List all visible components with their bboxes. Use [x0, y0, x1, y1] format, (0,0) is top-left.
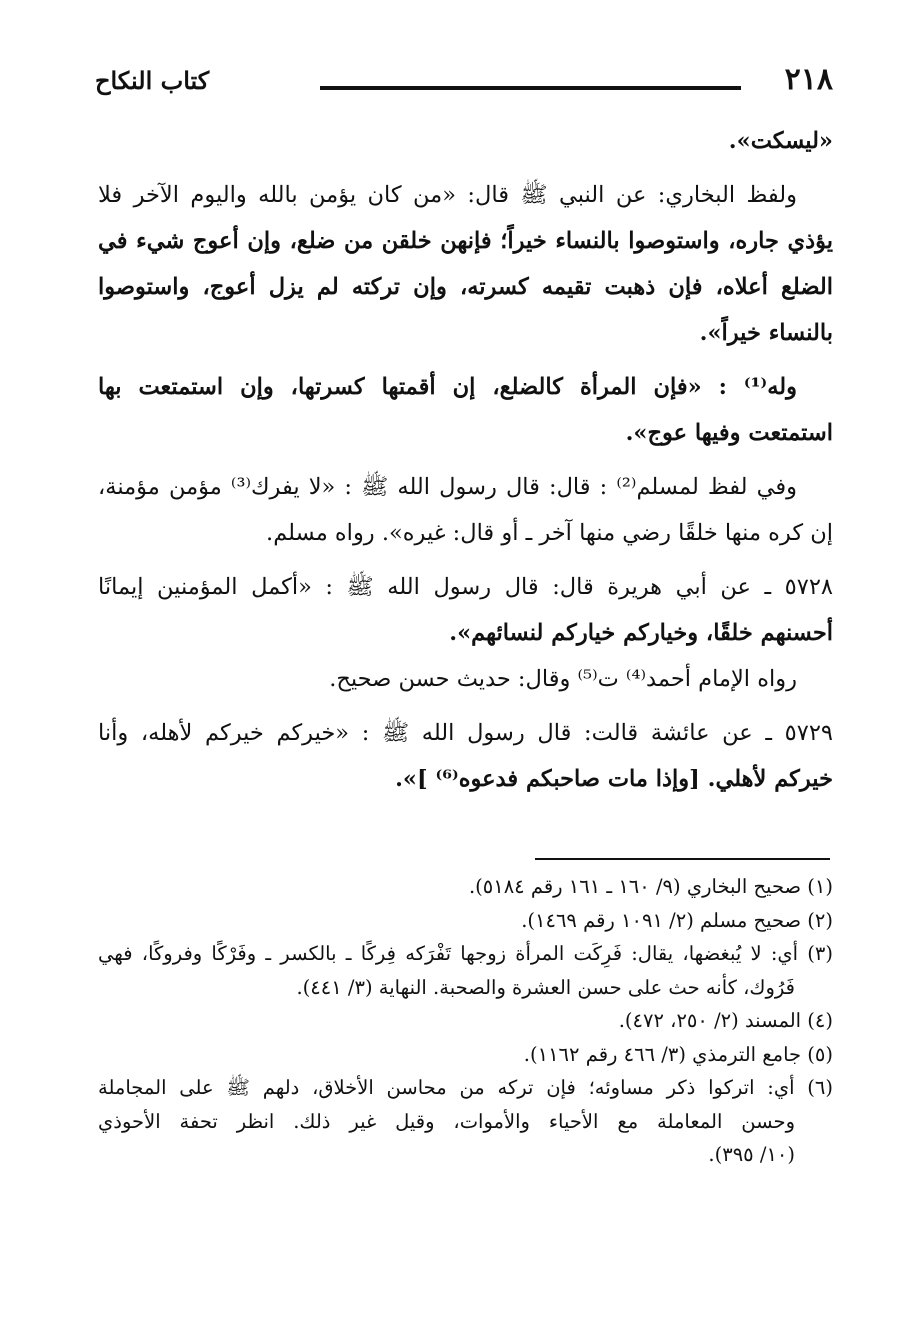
- header-rule: [320, 86, 741, 90]
- text-line: إن كره منها خلقًا رضي منها آخر ـ أو قال: غيره». رواه مسلم.: [266, 520, 833, 546]
- footnote-6-cont: (١٠/ ٣٩٥).: [708, 1143, 795, 1166]
- text-line: الضلع أعلاه، فإن ذهبت تقيمه كسرته، وإن تركته لم يزل أعوج، واستوصوا: [98, 274, 833, 300]
- footnote-5: (٥) جامع الترمذي (٣/ ٤٦٦ رقم ١١٦٢).: [523, 1042, 833, 1066]
- text-line: استمتعت وفيها عوج».: [625, 420, 833, 446]
- text-line: «ليسكت».: [728, 128, 833, 154]
- footnote-4: (٤) المسند (٢/ ٢٥٠، ٤٧٢).: [618, 1009, 833, 1032]
- page-number: ٢١٨: [784, 62, 833, 97]
- page-header: [95, 60, 833, 110]
- footnote-1: (١) صحيح البخاري (٩/ ١٦٠ ـ ١٦١ رقم ٥١٨٤).: [468, 875, 833, 898]
- footnote-6-cont: وحسن المعاملة مع الأحياء والأموات، وقيل غير ذلك. انظر تحفة الأحوذي: [98, 1109, 795, 1133]
- body-text: [98, 118, 833, 802]
- footnote-3-cont: فَرُوك، كأنه حث على حسن العشرة والصحبة. النهاية (٣/ ٤٤١).: [296, 975, 795, 999]
- footnote-separator: [535, 858, 830, 860]
- book-title: كتاب النكاح: [95, 66, 210, 95]
- hadith-5728: ٥٧٢٨ ـ عن أبي هريرة قال: قال رسول الله ﷺ : «أكمل المؤمنين إيمانًا: [98, 574, 833, 600]
- text-line: بالنساء خيراً».: [699, 320, 833, 346]
- text-line: ولفظ البخاري: عن النبي ﷺ قال: «من كان يؤمن بالله واليوم الآخر فلا: [98, 182, 797, 208]
- text-line: أحسنهم خلقًا، وخياركم خياركم لنسائهم».: [449, 620, 833, 646]
- text-line: خيركم لأهلي. [وإذا مات صاحبكم فدعوه⁽⁶⁾ ]».: [395, 766, 833, 792]
- text-line: رواه الإمام أحمد⁽⁴⁾ ت⁽⁵⁾ وقال: حديث حسن صحيح.: [329, 666, 797, 692]
- hadith-5729: ٥٧٢٩ ـ عن عائشة قالت: قال رسول الله ﷺ : «خيركم خيركم لأهله، وأنا: [98, 720, 833, 746]
- footnote-2: (٢) صحيح مسلم (٢/ ١٠٩١ رقم ١٤٦٩).: [521, 908, 833, 932]
- text-line: يؤذي جاره، واستوصوا بالنساء خيراً؛ فإنهن خلقن من ضلع، وإن أعوج شيء في: [98, 228, 833, 254]
- text-line: وفي لفظ لمسلم⁽²⁾ : قال: قال رسول الله ﷺ : «لا يفرك⁽³⁾ مؤمن مؤمنة،: [98, 474, 797, 500]
- footnote-6: (٦) أي: اتركوا ذكر مساوئه؛ فإن تركه من محاسن الأخلاق، دلهم ﷺ على المجاملة: [98, 1076, 833, 1099]
- footnotes: [98, 870, 833, 1172]
- footnote-3: (٣) أي: لا يُبغضها، يقال: فَرِكَت المرأة زوجها تَفْرَكه فِركًا ـ بالكسر ـ وفَرْكًا وفروكًا، فهي: [98, 942, 833, 965]
- text-line: وله⁽¹⁾ : «فإن المرأة كالضلع، إن أقمتها كسرتها، وإن استمتعت بها: [98, 374, 797, 400]
